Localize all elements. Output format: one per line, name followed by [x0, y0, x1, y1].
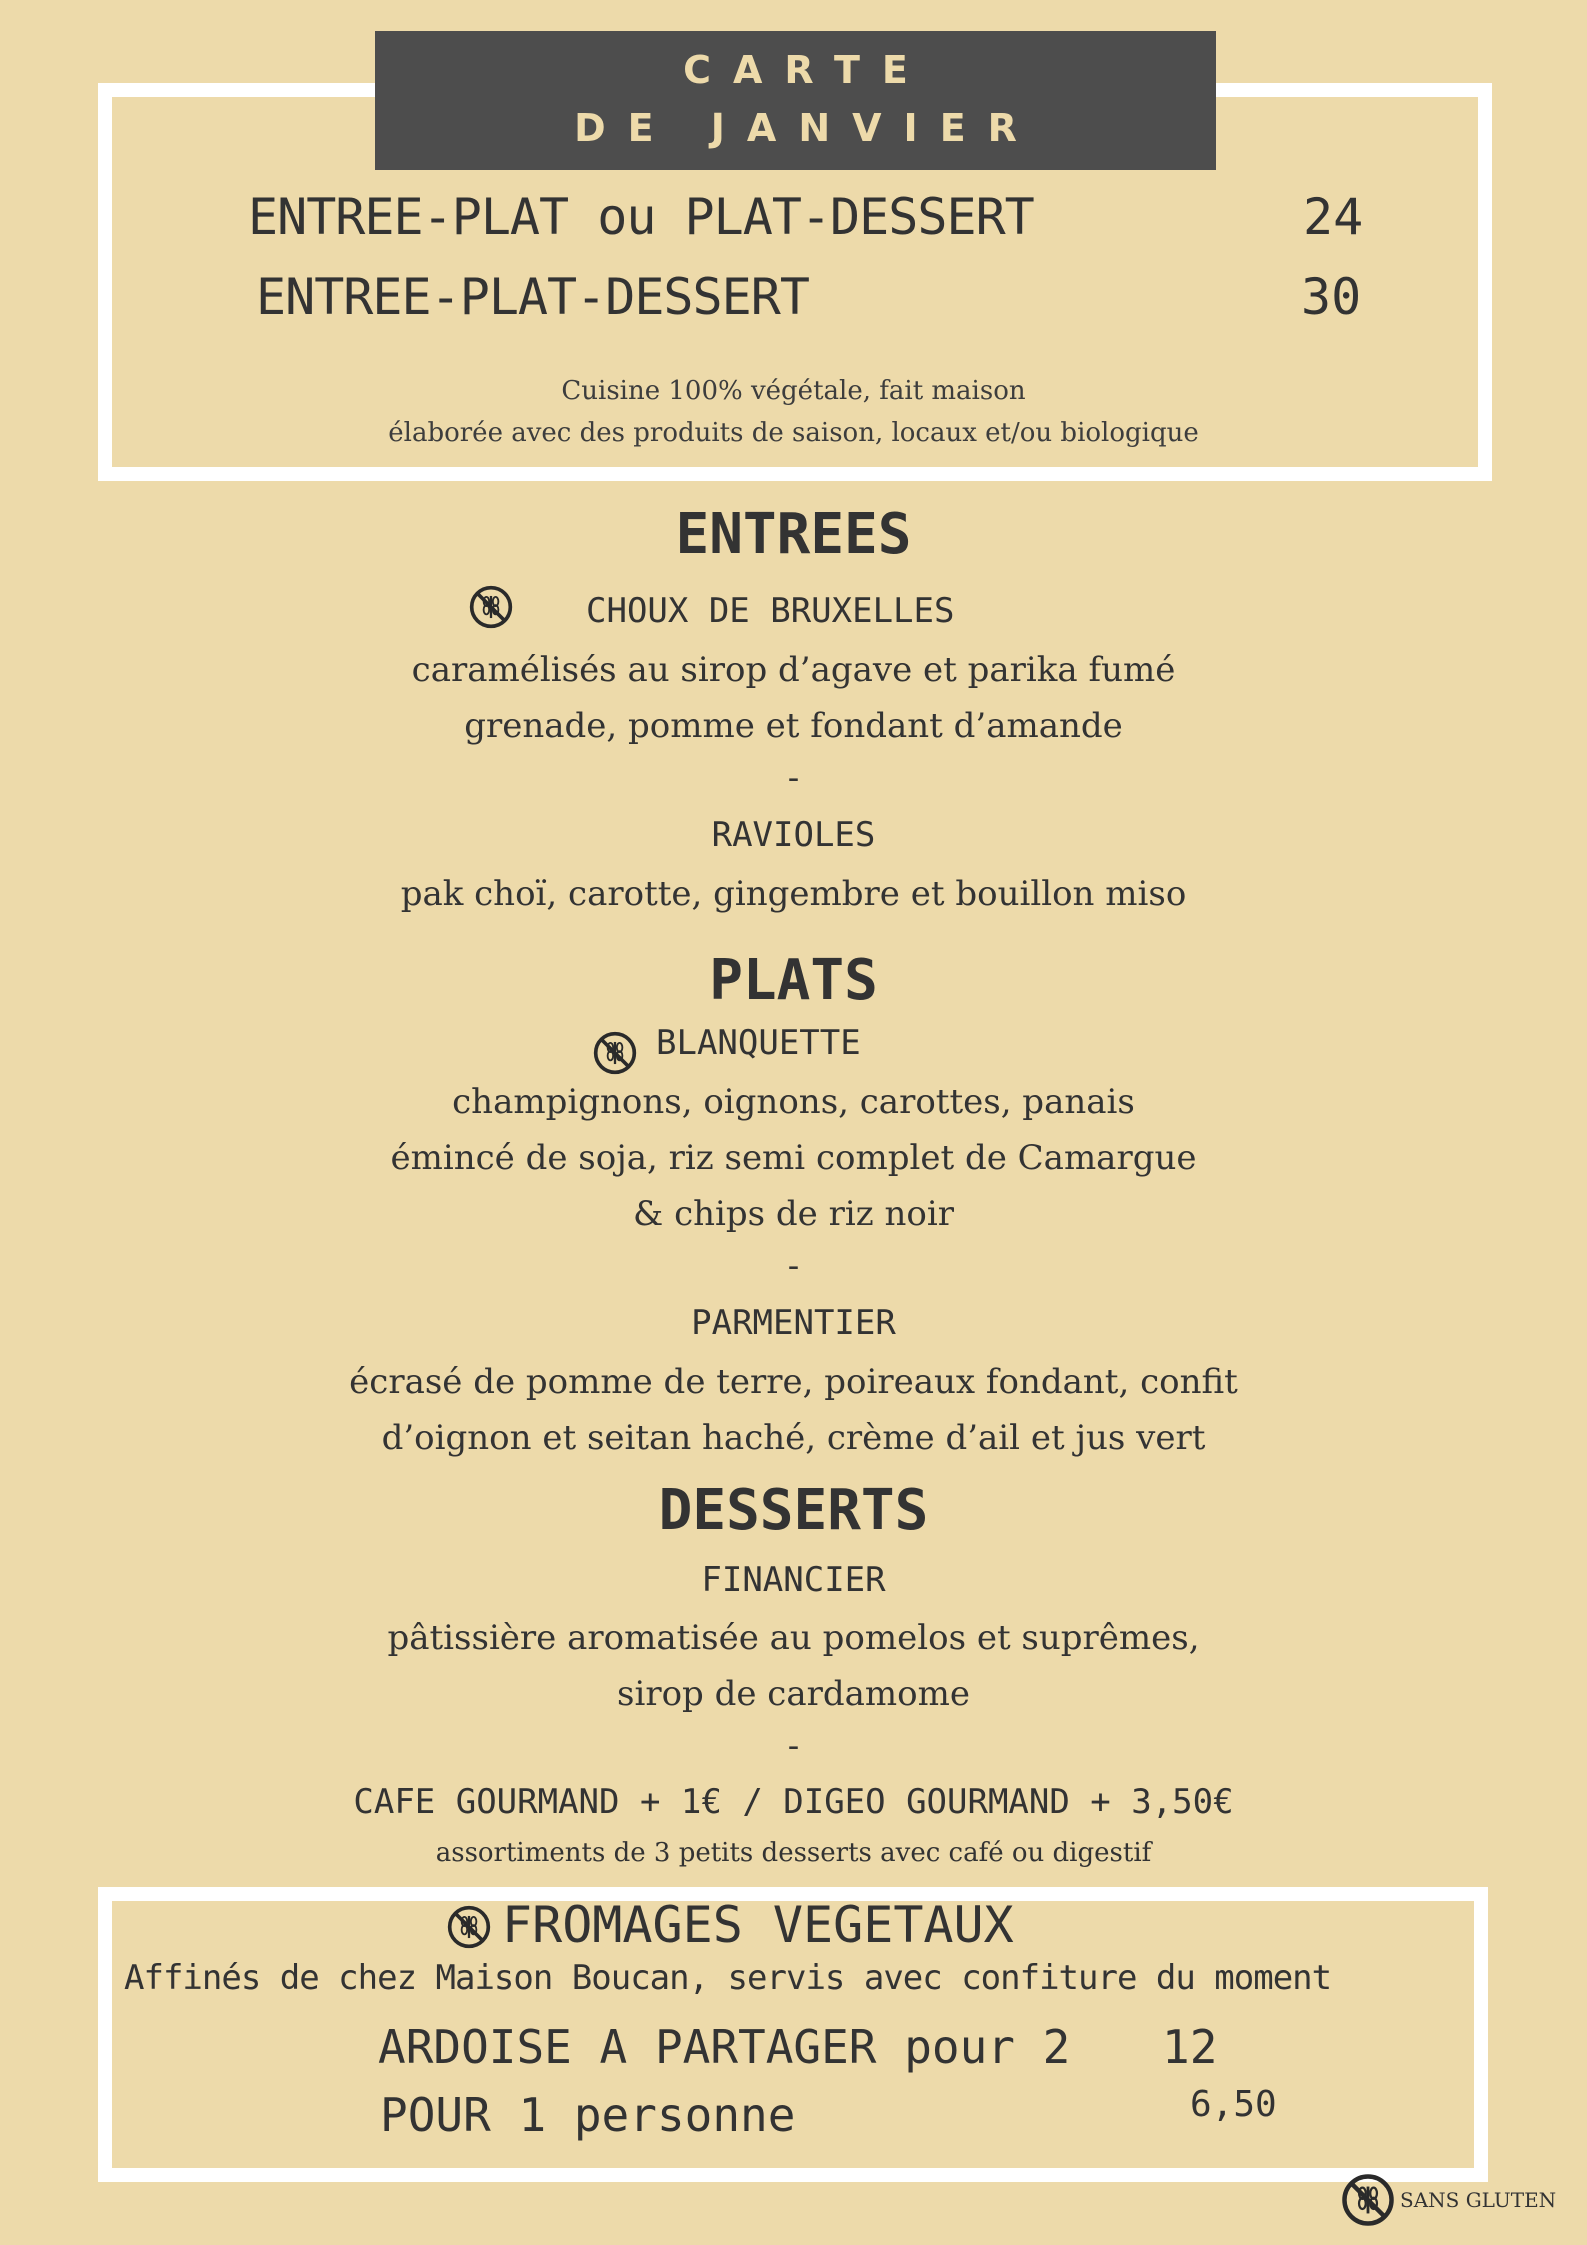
legend-sans-gluten: SANS GLUTEN — [1400, 2188, 1557, 2212]
dish-parmentier-line-1: écrasé de pomme de terre, poireaux fondant, confit — [349, 1362, 1238, 1402]
formula-1-price: 24 — [1303, 188, 1364, 246]
gluten-free-icon — [446, 1904, 492, 1950]
separator-dash: - — [787, 1726, 800, 1766]
dish-financier-name: FINANCIER — [701, 1560, 886, 1600]
gluten-free-icon — [1340, 2172, 1396, 2228]
dish-choux-line-2: grenade, pomme et fondant d’amande — [464, 706, 1123, 746]
intro-line-2: élaborée avec des produits de saison, locaux et/ou biologique — [388, 418, 1199, 448]
title-line-2: DE JANVIER — [574, 106, 1039, 150]
section-title-entrees: ENTREES — [675, 502, 912, 567]
fromages-option-1-price: 12 — [1162, 2020, 1218, 2074]
menu-title — [375, 31, 1216, 170]
section-title-desserts: DESSERTS — [658, 1478, 929, 1543]
title-line-1: CARTE — [683, 48, 930, 92]
section-title-plats: PLATS — [709, 948, 878, 1013]
formula-1-label: ENTREE-PLAT ou PLAT-DESSERT — [248, 188, 1034, 246]
dish-ravioles-line-1: pak choï, carotte, gingembre et bouillon miso — [400, 874, 1187, 914]
dish-financier-line-1: pâtissière aromatisée au pomelos et suprêmes, — [387, 1618, 1200, 1658]
gourmand-note: assortiments de 3 petits desserts avec café ou digestif — [435, 1838, 1152, 1868]
dish-parmentier-line-2: d’oignon et seitan haché, crème d’ail et jus vert — [381, 1418, 1206, 1458]
gluten-free-icon — [592, 1030, 638, 1076]
dish-ravioles-name: RAVIOLES — [711, 815, 876, 855]
dish-financier-line-2: sirop de cardamome — [617, 1674, 970, 1714]
dish-parmentier-name: PARMENTIER — [691, 1303, 896, 1343]
gourmand-offer: CAFE GOURMAND + 1€ / DIGEO GOURMAND + 3,50€ — [353, 1782, 1234, 1822]
intro-line-1: Cuisine 100% végétale, fait maison — [561, 376, 1026, 406]
formula-2-price: 30 — [1301, 268, 1362, 326]
dish-blanquette-line-1: champignons, oignons, carottes, panais — [452, 1082, 1135, 1122]
gluten-free-icon — [468, 584, 514, 630]
dish-blanquette-line-3: & chips de riz noir — [633, 1194, 954, 1234]
fromages-title: FROMAGES VEGETAUX — [502, 1896, 1014, 1954]
dish-choux-line-1: caramélisés au sirop d’agave et parika fumé — [411, 650, 1176, 690]
dish-blanquette-name: BLANQUETTE — [656, 1023, 861, 1063]
fromages-option-2-label: POUR 1 personne — [380, 2088, 796, 2142]
separator-dash: - — [787, 758, 800, 798]
separator-dash: - — [787, 1246, 800, 1286]
dish-choux-name: CHOUX DE BRUXELLES — [586, 591, 955, 631]
fromages-option-1-label: ARDOISE A PARTAGER pour 2 — [378, 2020, 1071, 2074]
formula-2-label: ENTREE-PLAT-DESSERT — [256, 268, 809, 326]
fromages-subtitle: Affinés de chez Maison Boucan, servis avec confiture du moment — [124, 1958, 1332, 1998]
fromages-option-2-price: 6,50 — [1190, 2084, 1277, 2125]
dish-blanquette-line-2: émincé de soja, riz semi complet de Camargue — [390, 1138, 1197, 1178]
